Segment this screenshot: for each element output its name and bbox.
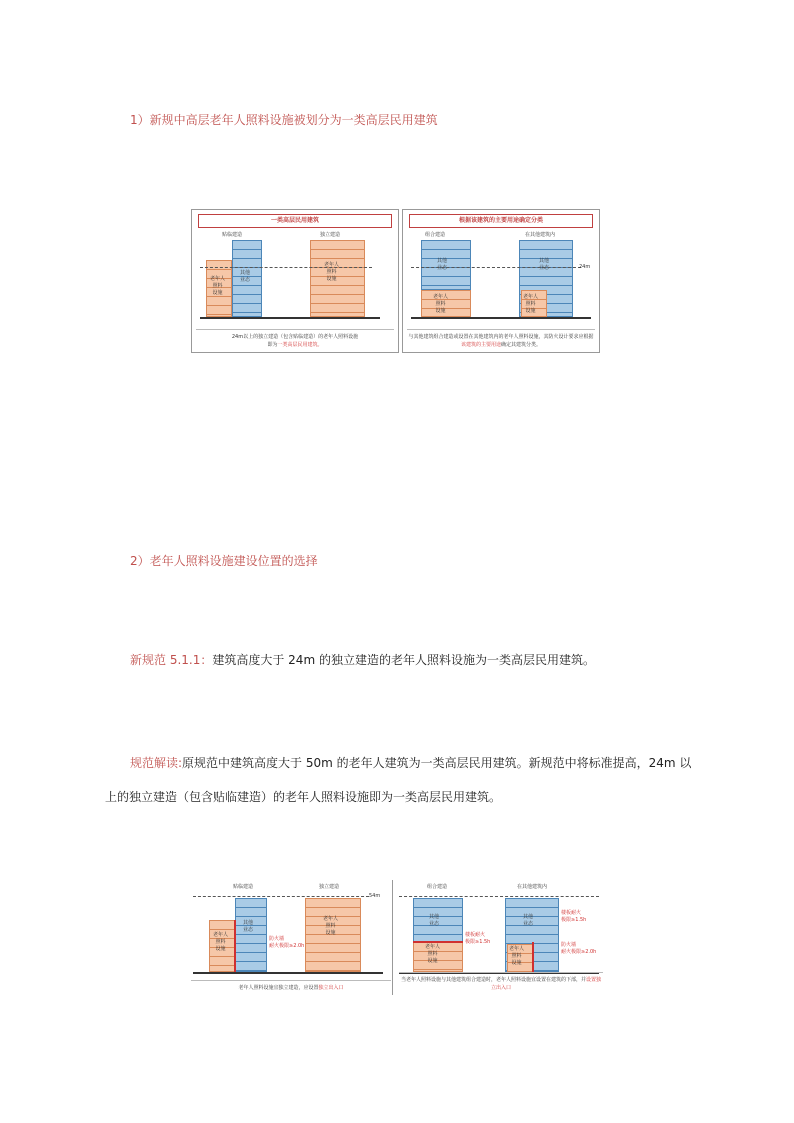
figure1-left-ground bbox=[200, 317, 380, 319]
heading-2: 2）老年人照料设施建设位置的选择 bbox=[130, 554, 318, 568]
figure2-right-inside-elder-label: 老年人 照料 设施 bbox=[509, 946, 525, 966]
figure2-right-fire-note2: 防火墙 耐火极限≥2.0h bbox=[561, 942, 597, 955]
interpret-label: 规范解读: bbox=[130, 756, 183, 770]
figure1-left-panel bbox=[191, 209, 399, 353]
interpret-line2: 上的独立建造（包含贴临建造）的老年人照料设施即为一类高层民用建筑。 bbox=[105, 790, 502, 804]
figure1-right-panel bbox=[402, 209, 600, 353]
figure2-left-caption: 老年人照料设施宜独立建造，应设置独立出入口 bbox=[191, 980, 391, 992]
heading-1: 1）新规中高层老年人照料设施被划分为一类高层民用建筑 bbox=[130, 113, 438, 127]
figure1-right-24m-line bbox=[411, 267, 581, 268]
figure1-right-combined-elder-label: 老年人 照料 设施 bbox=[433, 294, 449, 314]
figure1-left-independent-label: 老年人 照料 设施 bbox=[324, 262, 340, 282]
figure1-right-inside-elder-label: 老年人 照料 设施 bbox=[523, 294, 539, 314]
figure1-right-ground bbox=[411, 317, 591, 319]
figure1-right-col1-label: 组合建造 bbox=[425, 232, 446, 238]
figure2-right-col2-label: 在其他建筑内 bbox=[517, 884, 548, 890]
figure2-left-ground bbox=[193, 972, 383, 974]
interpret-text-1: 原规范中建筑高度大于 50m 的老年人建筑为一类高层民用建筑。新规范中将标准提高，24m 以 bbox=[182, 756, 692, 770]
figure1-left-24m-line bbox=[200, 267, 372, 268]
figure2-left-54m-mark: 54m bbox=[369, 893, 381, 899]
figure1-right-inside-other-label: 其他 业态 bbox=[539, 258, 550, 271]
rule-paragraph bbox=[130, 648, 595, 672]
figure2-right-caption: 当老年人照料设施与其他建筑组合建造时，老年人照料设施宜设置在建筑的下部，并设置独立出入口 bbox=[399, 972, 603, 992]
figure2-left-col2-label: 独立建造 bbox=[319, 884, 340, 890]
figure2-right-combined-elder-label: 老年人 照料 设施 bbox=[425, 944, 441, 964]
figure2-right-inside-other-label: 其他 业态 bbox=[523, 914, 534, 927]
figure1-left-col1-label: 贴临建造 bbox=[222, 232, 243, 238]
figure1-left-other-label: 其他 业态 bbox=[240, 270, 251, 283]
figure2-left-other-label: 其他 业态 bbox=[243, 920, 254, 933]
figure1-left-header: 一类高层民用建筑 bbox=[198, 214, 392, 228]
figure2-divider bbox=[392, 880, 393, 995]
figure2-right-fire-note1: 楼板耐火 极限≥1.5h bbox=[465, 932, 491, 945]
figure2-left-attached-other-block bbox=[235, 898, 267, 972]
figure2-right-fire-note1b: 楼板耐火 极限≥1.5h bbox=[561, 910, 587, 923]
figure2-right-firewall-line bbox=[532, 942, 534, 972]
figure2 bbox=[187, 880, 607, 995]
figure2-right-54m-line bbox=[399, 896, 599, 897]
figure2-right-col1-label: 组合建造 bbox=[427, 884, 448, 890]
figure1-left-col2-label: 独立建造 bbox=[320, 232, 341, 238]
figure2-right-floor-slab-line bbox=[413, 941, 463, 943]
figure2-left-firewall-line bbox=[234, 920, 236, 972]
figure2-left-elder-label: 老年人 照料 设施 bbox=[213, 932, 229, 952]
rule-text: 建筑高度大于 24m 的独立建造的老年人照料设施为一类高层民用建筑。 bbox=[212, 653, 595, 667]
rule-label: 新规范 5.1.1： bbox=[130, 653, 213, 667]
figure2-left-fire-note: 防火墙 耐火极限≥2.0h bbox=[269, 936, 305, 949]
figure1-right-col2-label: 在其他建筑内 bbox=[525, 232, 556, 238]
figure1-right-caption: 与其他建筑组合建造或设置在其他建筑内的老年人照料设施，其防火设计要求应根据该建筑的主要用途确定其建筑分类。 bbox=[407, 329, 595, 349]
figure1-left-caption: 24m以上的独立建造（包含贴临建造）的老年人照料设施 即为一类高层民用建筑。 bbox=[196, 329, 394, 349]
figure2-right-combined-other-label: 其他 业态 bbox=[429, 914, 440, 927]
figure2-left-col1-label: 贴临建造 bbox=[233, 884, 254, 890]
figure1-right-24m-mark: 24m bbox=[579, 264, 591, 270]
figure1-left-elder-label: 老年人 照料 设施 bbox=[210, 276, 226, 296]
interpret-line1 bbox=[130, 751, 710, 775]
figure1-right-combined-other-label: 其他 业态 bbox=[437, 258, 448, 271]
figure1-right-header: 根据该建筑的主要用途确定分类 bbox=[409, 214, 593, 228]
figure2-left-independent-label: 老年人 照料 设施 bbox=[323, 916, 339, 936]
figure2-left-54m-line bbox=[193, 896, 369, 897]
